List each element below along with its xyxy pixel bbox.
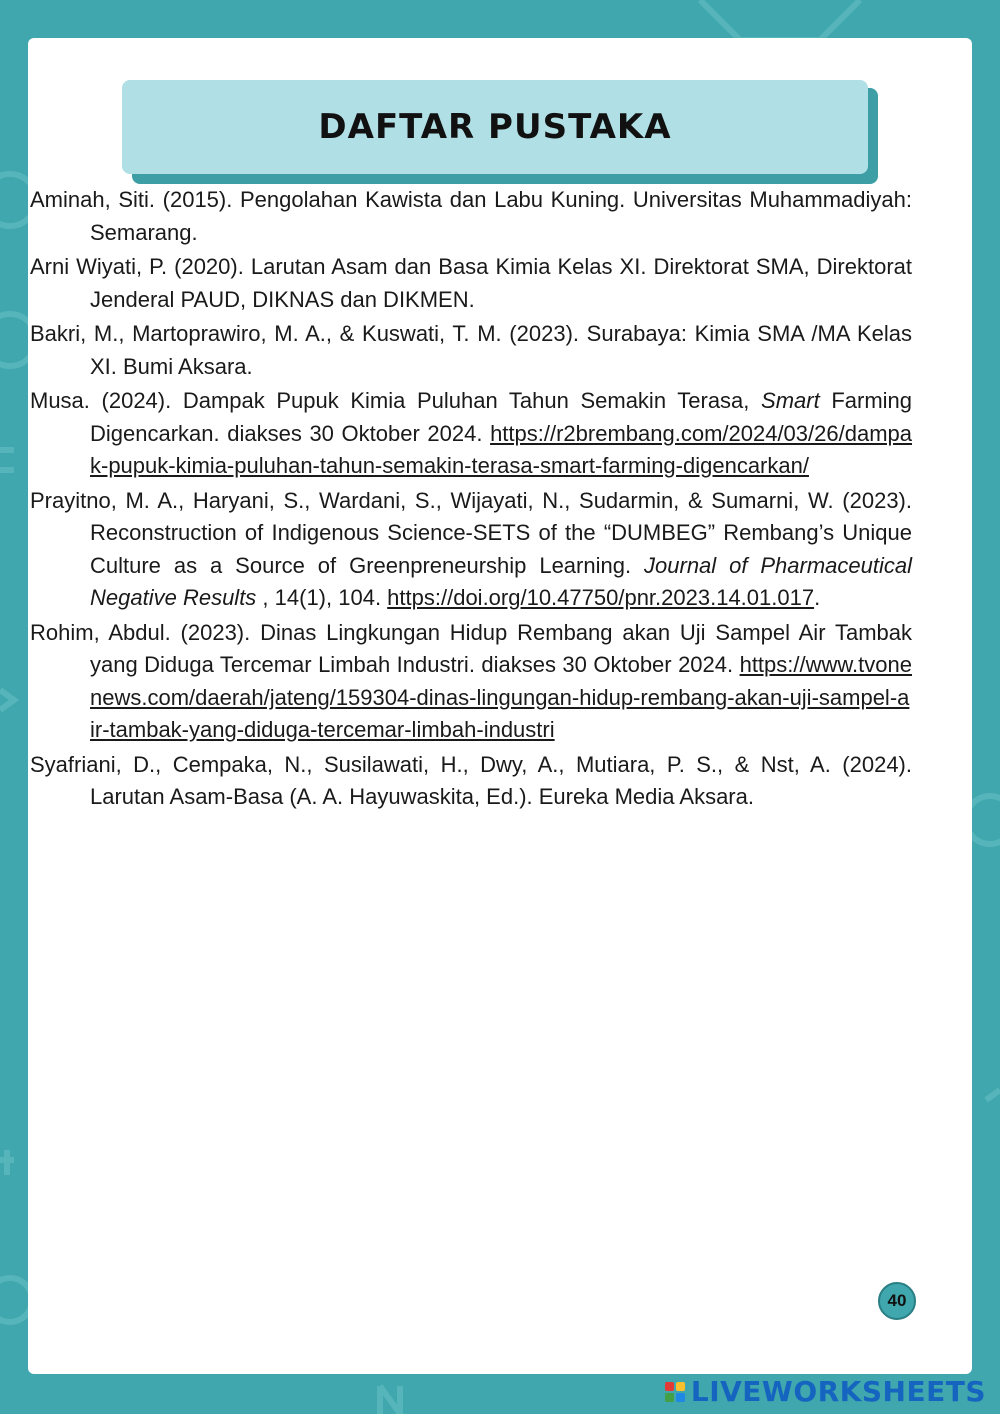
reference-item-3	[30, 318, 912, 383]
page-number: 40	[887, 1291, 907, 1310]
page-number-badge	[878, 1282, 916, 1320]
reference-item-6	[30, 617, 912, 747]
brand-name: LIVEWORKSHEETS	[690, 1375, 986, 1408]
reference-item-7	[30, 749, 912, 814]
reference-link[interactable]: https://r2brembang.com/2024/03/26/dampak-pupuk-kimia-puluhan-tahun-semakin-terasa-smart-farming-digencarkan/	[90, 420, 912, 478]
reference-italic-text: Smart	[761, 388, 820, 413]
reference-text: Prayitno, M. A., Haryani, S., Wardani, S., Wijayati, N., Sudarmin, & Sumarni, W. (2023). Reconstruction of Indigenous Science-SETS of the “DUMBEG” Rembang’s Unique Culture as a Source of Greenpreneurship Learning.	[30, 487, 912, 578]
liveworksheets-logo-icon	[665, 1382, 685, 1402]
reference-link[interactable]: https://doi.org/10.47750/pnr.2023.14.01.017	[387, 585, 815, 610]
reference-text: Rohim, Abdul. (2023). Dinas Lingkungan Hidup Rembang akan Uji Sampel Air Tambak yang Diduga Tercemar Limbah Industri. diakses 30 Oktober 2024.	[30, 619, 912, 677]
reference-text: Syafriani, D., Cempaka, N., Susilawati, H., Dwy, A., Mutiara, P. S., & Nst, A. (2024). Larutan Asam-Basa (A. A. Hayuwaskita, Ed.). Eureka Media Aksara.	[30, 751, 912, 809]
reference-text: .	[814, 585, 821, 610]
reference-link[interactable]: https://www.tvonenews.com/daerah/jateng/159304-dinas-lingungan-hidup-rembang-akan-uji-sampel-air-tambak-yang-diduga-tercemar-limbah-industri	[90, 652, 912, 742]
reference-text: , 14(1), 104.	[256, 585, 388, 610]
reference-text: Arni Wiyati, P. (2020). Larutan Asam dan Basa Kimia Kelas XI. Direktorat SMA, Direktorat Jenderal PAUD, DIKNAS dan DIKMEN.	[30, 254, 912, 312]
reference-text: Farming Digencarkan. diakses 30 Oktober 2024.	[90, 388, 913, 446]
reference-item-4	[30, 385, 912, 483]
reference-list	[30, 184, 912, 816]
page-title: DAFTAR PUSTAKA	[318, 107, 672, 147]
title-box	[122, 80, 868, 174]
reference-text: Musa. (2024). Dampak Pupuk Kimia Puluhan Tahun Semakin Terasa,	[30, 388, 762, 413]
reference-text: Bakri, M., Martoprawiro, M. A., & Kuswati, T. M. (2023). Surabaya: Kimia SMA /MA Kelas XI. Bumi Aksara.	[30, 321, 912, 379]
reference-item-1	[30, 184, 912, 249]
reference-italic-text: Journal of Pharmaceutical Negative Results	[90, 552, 912, 610]
brand-footer[interactable]	[665, 1375, 986, 1408]
reference-text: Aminah, Siti. (2015). Pengolahan Kawista dan Labu Kuning. Universitas Muhammadiyah: Semarang.	[30, 187, 912, 245]
reference-item-2	[30, 251, 912, 316]
reference-item-5	[30, 485, 912, 615]
